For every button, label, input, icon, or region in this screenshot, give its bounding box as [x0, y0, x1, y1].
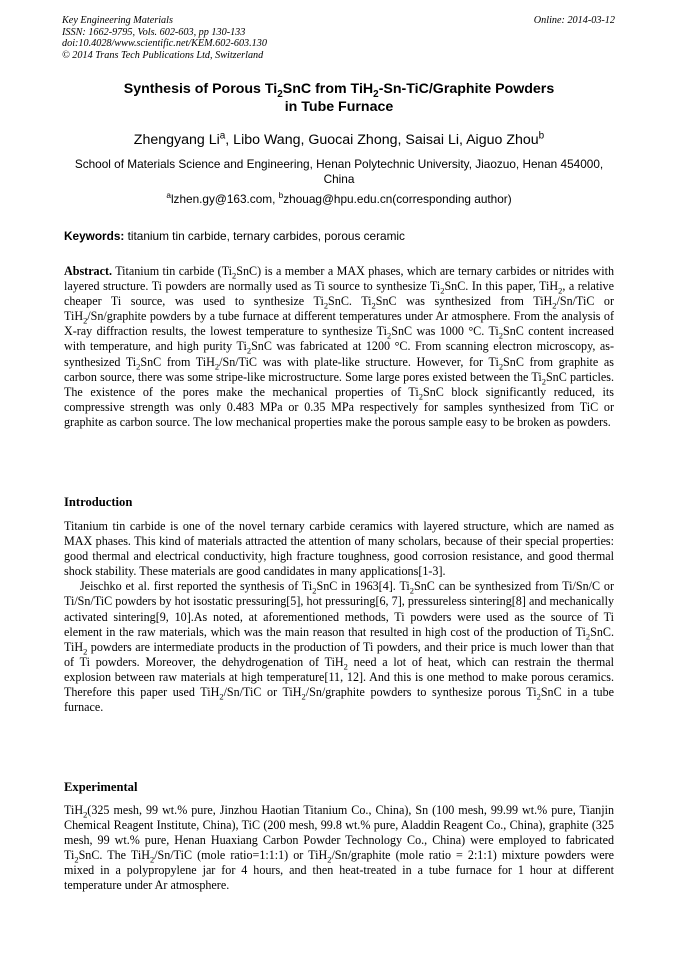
introduction-heading: Introduction [64, 495, 133, 509]
doi-line: doi:10.4028/www.scientific.net/KEM.602-603.130 [62, 38, 267, 50]
abstract: Abstract. Titanium tin carbide $(Ti_2SnC)$ is a member a MAX phases, which are ternary carbides or nitrides with layered structure. Ti powders are normally used as Ti source to synthesize $Ti_2SnC$. In this paper, TiH$_2$, a relative cheaper Ti source, was used to synthesize $Ti_2SnC$. $Ti_2SnC$ was synthesized from TiH$_2$/Sn/TiC or TiH$_2$/Sn/graphite powders by a tube furnace at different temperatures under Ar atmosphere. From the analysis of X-ray diffraction results, the lowest temperature to synthesize $Ti_2SnC$ was 1000 °C. $Ti_2SnC$ content increased with temperature, and high purity $Ti_2SnC$ was fabricated at 1200 °C. From scanning electron microscopy, as-synthesized $Ti_2SnC$ from TiH$_2$/Sn/TiC was with plate-like structure. However, for $Ti_2SnC$ from graphite as carbon source, there was some stripe-like microstructure. Some large pores existed between the $Ti_2SnC$ particles. The existence of the pores make the mechanical properties of $Ti_2SnC$ block significantly reduced, its compressive strength was only 0.483 MPa or 0.35 MPa respectively for samples synthesized from TiC or graphite as carbon source. The low mechanical properties make the porous sample easy to be broken as powders. [64, 264, 615, 429]
author-emails: $^a$lzhen.gy@163.com, $^b$zhouag@hpu.edu.cn(corresponding author) [166, 191, 512, 206]
copyright-line: © 2014 Trans Tech Publications Ltd, Switzerland [62, 49, 264, 61]
title-line-2: in Tube Furnace [284, 99, 394, 115]
experimental-body: TiH$_2$(325 mesh, 99 wt.% pure, Jinzhou Haotian Titanium Co., China), Sn (100 mesh, 99.99 wt.% pure, Tianjin Chemical Reagent Institute, China), TiC (200 mesh, 99.8 wt.% pure, Aladdin Reagent Co., China), graphite (325 mesh, 99 wt.% pure, Henan Huaxiang Carbon Powder Technology Co., China) were employed to fabricated $Ti_2SnC$. The TiH$_2$/Sn/TiC (mole ratio=1:1:1) or TiH$_2$/Sn/graphite (mole ratio = 2:1:1) mixture powders were mixed in a polypropylene jar for 4 hours, and then heat-treated in a tube furnace for 1 hour at different temperature under Ar atmosphere. [64, 803, 614, 893]
experimental-heading: Experimental [64, 780, 138, 794]
keywords-text: titanium tin carbide, ternary carbides, porous ceramic [124, 229, 405, 243]
affiliation: School of Materials Science and Engineering, Henan Polytechnic University, Jiaozuo, Henan 454000, China [74, 157, 604, 186]
paper-title [60, 80, 618, 116]
keywords [64, 229, 405, 244]
online-date: Online: 2014-03-12 [533, 15, 615, 26]
introduction-body [64, 519, 614, 715]
author-list: Zhengyang Li$^a$, Libo Wang, Guocai Zhong, Saisai Li, Aiguo Zhou$^b$ [133, 130, 545, 148]
title-line-1: Synthesis of Porous $Ti_2SnC$ from TiH$_2$-Sn-TiC/Graphite Powders [123, 81, 555, 100]
journal-name: Key Engineering Materials [62, 15, 173, 26]
abstract-label: Abstract. [64, 264, 113, 278]
intro-paragraph-1: Titanium tin carbide is one of the novel ternary carbide ceramics with layered structure, which are named as MAX phases. This kind of materials attracted the attention of many scholars, because of their special properties: good thermal and electrical conductivity, high fracture toughness, good corrosion resistance, and good thermal shock stability. These materials are good candidates in many applications[1-3]. [64, 519, 614, 579]
journal-header [62, 15, 267, 61]
issn-line: ISSN: 1662-9795, Vols. 602-603, pp 130-133 [62, 26, 246, 38]
intro-paragraph-2: Jeischko et al. first reported the synthesis of $Ti_2SnC$ in 1963[4]. $Ti_2SnC$ can be synthesized from Ti/Sn/C or Ti/Sn/TiC powders by hot isostatic pressuring[5], hot pressuring[6, 7], pressureless sintering[8] and mechanically activated sintering[9, 10].As noted, at aforementioned methods, Ti powders were used as the source of Ti element in the raw materials, which was the main reason that resulted in high cost of the production of $Ti_2SnC$. TiH$_2$ powders are intermediate products in the production of Ti powders, and their price is much lower than that of Ti powders. Moreover, the dehydrogenation of TiH$_2$ need a lot of heat, which can restrain the thermal explosion between raw materials at high temperature[11, 12]. And this is one method to make porous ceramics. Therefore this paper used TiH$_2$/Sn/TiC or TiH$_2$/Sn/graphite powders to synthesize porous $Ti_2SnC$ in a tube furnace. [64, 579, 614, 715]
keywords-label: Keywords: [64, 229, 125, 243]
